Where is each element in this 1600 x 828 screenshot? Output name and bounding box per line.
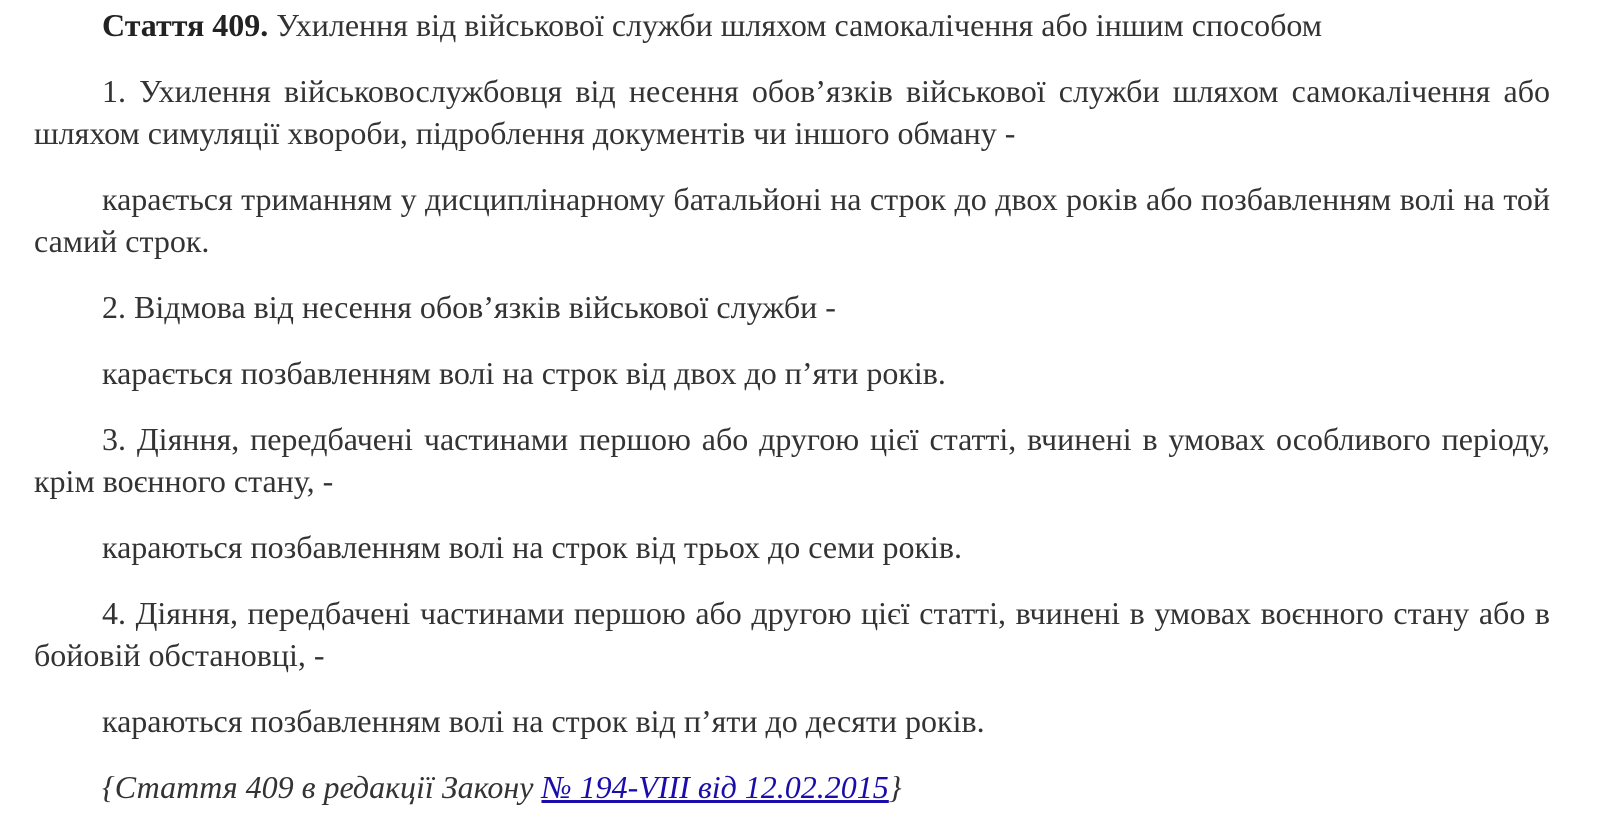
paragraph-penalty-2: карається позбавленням волі на строк від двох до п’яти років.: [102, 355, 946, 391]
paragraph-part-3: 3. Діяння, передбачені частинами першою або другою цієї статті, вчинені в умовах особливого періоду, крім воєнного стану, -: [34, 421, 1550, 499]
article-title: Ухилення від військової служби шляхом самокалічення або іншим способом: [276, 7, 1322, 43]
paragraph-penalty-1: карається триманням у дисциплінарному батальйоні на строк до двох років або позбавленням волі на той самий строк.: [34, 181, 1550, 259]
note-prefix: Стаття 409 в редакції Закону: [114, 769, 542, 805]
paragraph-part-1: 1. Ухилення військовослужбовця від несення обов’язків військової служби шляхом самокалічення або шляхом симуляції хвороби, підроблення документів чи іншого обману -: [34, 73, 1550, 151]
note-open-brace: {: [102, 769, 115, 805]
law-link[interactable]: № 194-VIII від 12.02.2015: [541, 769, 889, 805]
paragraph-part-4: 4. Діяння, передбачені частинами першою або другою цієї статті, вчинені в умовах воєнного стану або в бойовій обстановці, -: [34, 595, 1550, 673]
article-heading: [34, 4, 1550, 46]
paragraph-penalty-3: караються позбавленням волі на строк від трьох до семи років.: [102, 529, 963, 565]
article-number: Стаття 409.: [102, 7, 269, 43]
paragraph-part-2: 2. Відмова від несення обов’язків військової служби -: [102, 289, 836, 325]
note-close-brace: }: [888, 769, 902, 805]
paragraph-penalty-4: караються позбавленням волі на строк від п’яти до десяти років.: [102, 703, 985, 739]
amendment-note: [34, 766, 1550, 808]
